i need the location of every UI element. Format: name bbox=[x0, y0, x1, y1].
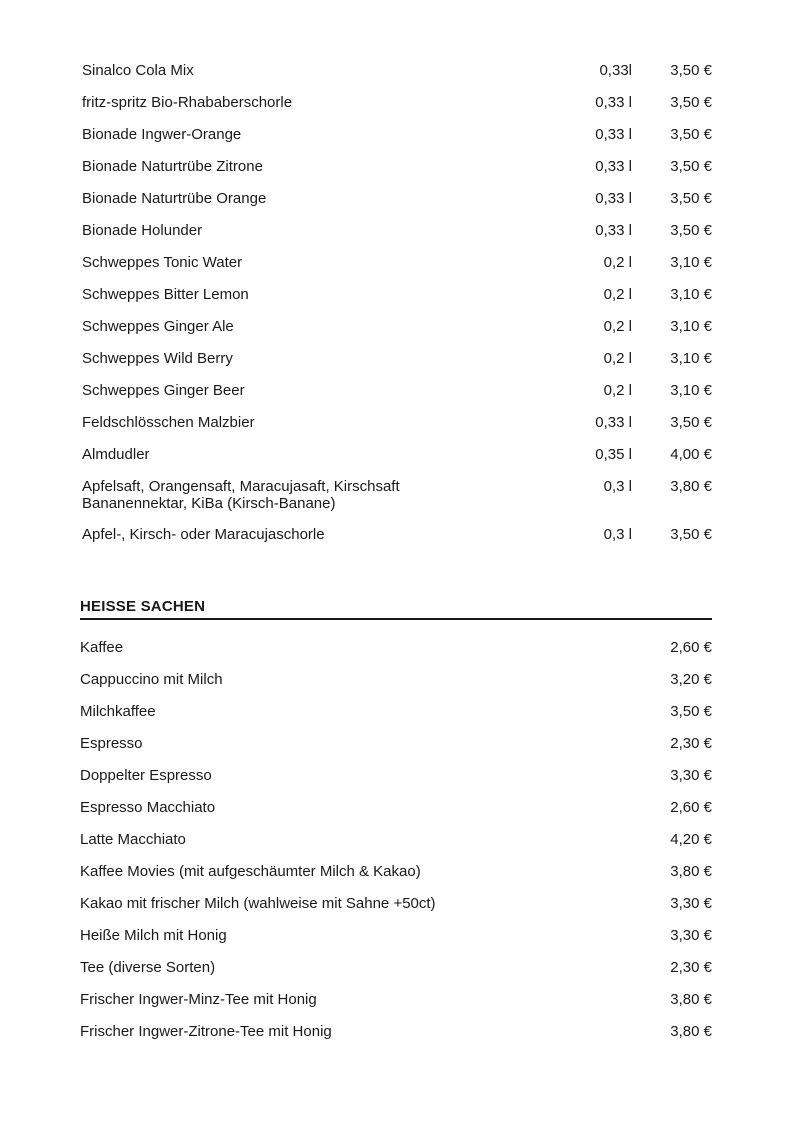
drink-price: 3,50 € bbox=[670, 190, 712, 207]
hot-drink-price: 2,60 € bbox=[670, 639, 712, 656]
drink-name: Schweppes Ginger Beer bbox=[82, 382, 245, 399]
drink-name-line: Apfelsaft, Orangensaft, Maracujasaft, Kirschsaft bbox=[82, 478, 400, 495]
drink-name: Bionade Holunder bbox=[82, 222, 203, 239]
hot-drink-price: 3,80 € bbox=[670, 1023, 712, 1040]
hot-drink-price: 3,30 € bbox=[670, 767, 712, 784]
drink-row bbox=[82, 318, 712, 350]
drink-name: Schweppes Wild Berry bbox=[82, 350, 233, 367]
hot-drinks-list bbox=[80, 639, 712, 1055]
hot-drink-name: Kaffee bbox=[80, 639, 124, 656]
drink-price: 3,80 € bbox=[670, 478, 712, 495]
hot-drink-row bbox=[80, 927, 712, 959]
drink-row bbox=[82, 190, 712, 222]
drink-price: 3,10 € bbox=[670, 318, 712, 335]
drink-name: Schweppes Tonic Water bbox=[82, 254, 243, 271]
hot-drink-price: 3,30 € bbox=[670, 927, 712, 944]
drink-price: 4,00 € bbox=[670, 446, 712, 463]
hot-drink-price: 3,50 € bbox=[670, 703, 712, 720]
hot-drink-price: 2,30 € bbox=[670, 959, 712, 976]
drink-row bbox=[82, 222, 712, 254]
drink-price: 3,10 € bbox=[670, 382, 712, 399]
hot-drink-row bbox=[80, 863, 712, 895]
drink-volume: 0,33 l bbox=[595, 414, 632, 431]
drink-volume: 0,33 l bbox=[595, 190, 632, 207]
hot-drink-price: 2,60 € bbox=[670, 799, 712, 816]
hot-drink-name: Frischer Ingwer-Minz-Tee mit Honig bbox=[80, 991, 317, 1008]
drink-volume: 0,2 l bbox=[603, 318, 632, 335]
hot-drink-price: 4,20 € bbox=[670, 831, 712, 848]
drink-name: Bionade Naturtrübe Zitrone bbox=[82, 158, 263, 175]
drink-row bbox=[82, 254, 712, 286]
drink-volume: 0,33 l bbox=[595, 94, 632, 111]
hot-drink-row bbox=[80, 735, 712, 767]
drink-volume: 0,33 l bbox=[595, 126, 632, 143]
drink-row bbox=[82, 382, 712, 414]
drink-volume: 0,3 l bbox=[603, 478, 632, 495]
drink-row bbox=[82, 62, 712, 94]
drink-name: Bionade Naturtrübe Orange bbox=[82, 190, 267, 207]
hot-drinks-section bbox=[80, 598, 712, 1055]
drink-name: fritz-spritz Bio-Rhababerschorle bbox=[82, 94, 293, 111]
hot-drink-price: 3,20 € bbox=[670, 671, 712, 688]
section-title: HEISSE SACHEN bbox=[80, 598, 712, 620]
hot-drink-row bbox=[80, 831, 712, 863]
hot-drink-name: Espresso bbox=[80, 735, 143, 752]
drink-volume: 0,2 l bbox=[603, 382, 632, 399]
drink-price: 3,10 € bbox=[670, 254, 712, 271]
hot-drink-name: Kaffee Movies (mit aufgeschäumter Milch & Kakao) bbox=[80, 863, 421, 880]
hot-drink-price: 3,80 € bbox=[670, 991, 712, 1008]
hot-drink-price: 3,80 € bbox=[670, 863, 712, 880]
hot-drink-name: Heiße Milch mit Honig bbox=[80, 927, 227, 944]
hot-drink-price: 3,30 € bbox=[670, 895, 712, 912]
hot-drink-name: Frischer Ingwer-Zitrone-Tee mit Honig bbox=[80, 1023, 332, 1040]
drink-row bbox=[82, 126, 712, 158]
drink-row bbox=[82, 526, 712, 558]
drink-volume: 0,33 l bbox=[595, 222, 632, 239]
hot-drink-row bbox=[80, 895, 712, 927]
drink-name-line: Bananennektar, KiBa (Kirsch-Banane) bbox=[82, 495, 336, 512]
drink-name: Schweppes Ginger Ale bbox=[82, 318, 234, 335]
hot-drink-name: Espresso Macchiato bbox=[80, 799, 216, 816]
hot-drink-name: Kakao mit frischer Milch (wahlweise mit Sahne +50ct) bbox=[80, 895, 436, 912]
drink-price: 3,50 € bbox=[670, 158, 712, 175]
drink-price: 3,10 € bbox=[670, 286, 712, 303]
drink-row bbox=[82, 350, 712, 382]
drink-volume: 0,3 l bbox=[603, 526, 632, 543]
drink-name: Almdudler bbox=[82, 446, 150, 463]
hot-drink-name: Cappuccino mit Milch bbox=[80, 671, 223, 688]
hot-drink-row bbox=[80, 991, 712, 1023]
hot-drink-row bbox=[80, 1023, 712, 1055]
drink-name: Apfel-, Kirsch- oder Maracujaschorle bbox=[82, 526, 325, 543]
hot-drink-row bbox=[80, 671, 712, 703]
drink-row bbox=[82, 446, 712, 478]
drink-name: Schweppes Bitter Lemon bbox=[82, 286, 249, 303]
drink-row bbox=[82, 478, 712, 526]
drink-volume: 0,33l bbox=[599, 62, 632, 79]
hot-drink-row bbox=[80, 799, 712, 831]
hot-drink-name: Latte Macchiato bbox=[80, 831, 186, 848]
drink-row bbox=[82, 158, 712, 190]
hot-drink-name: Tee (diverse Sorten) bbox=[80, 959, 216, 976]
drink-price: 3,50 € bbox=[670, 414, 712, 431]
drink-price: 3,50 € bbox=[670, 222, 712, 239]
drink-volume: 0,2 l bbox=[603, 286, 632, 303]
drink-volume: 0,33 l bbox=[595, 158, 632, 175]
drink-price: 3,50 € bbox=[670, 94, 712, 111]
drink-name: Feldschlösschen Malzbier bbox=[82, 414, 255, 431]
hot-drink-name: Doppelter Espresso bbox=[80, 767, 212, 784]
drink-price: 3,50 € bbox=[670, 526, 712, 543]
drink-volume: 0,35 l bbox=[595, 446, 632, 463]
hot-drink-row bbox=[80, 703, 712, 735]
hot-drink-row bbox=[80, 767, 712, 799]
drink-price: 3,10 € bbox=[670, 350, 712, 367]
hot-drink-price: 2,30 € bbox=[670, 735, 712, 752]
drink-name: Bionade Ingwer-Orange bbox=[82, 126, 242, 143]
drink-name: Sinalco Cola Mix bbox=[82, 62, 194, 79]
drink-price: 3,50 € bbox=[670, 126, 712, 143]
drink-volume: 0,2 l bbox=[603, 350, 632, 367]
drink-price: 3,50 € bbox=[670, 62, 712, 79]
drink-row bbox=[82, 94, 712, 126]
hot-drink-row bbox=[80, 959, 712, 991]
hot-drink-row bbox=[80, 639, 712, 671]
drink-volume: 0,2 l bbox=[603, 254, 632, 271]
drink-row bbox=[82, 286, 712, 318]
cold-drinks-list bbox=[82, 62, 712, 558]
hot-drink-name: Milchkaffee bbox=[80, 703, 156, 720]
drink-name bbox=[82, 478, 482, 512]
drink-row bbox=[82, 414, 712, 446]
